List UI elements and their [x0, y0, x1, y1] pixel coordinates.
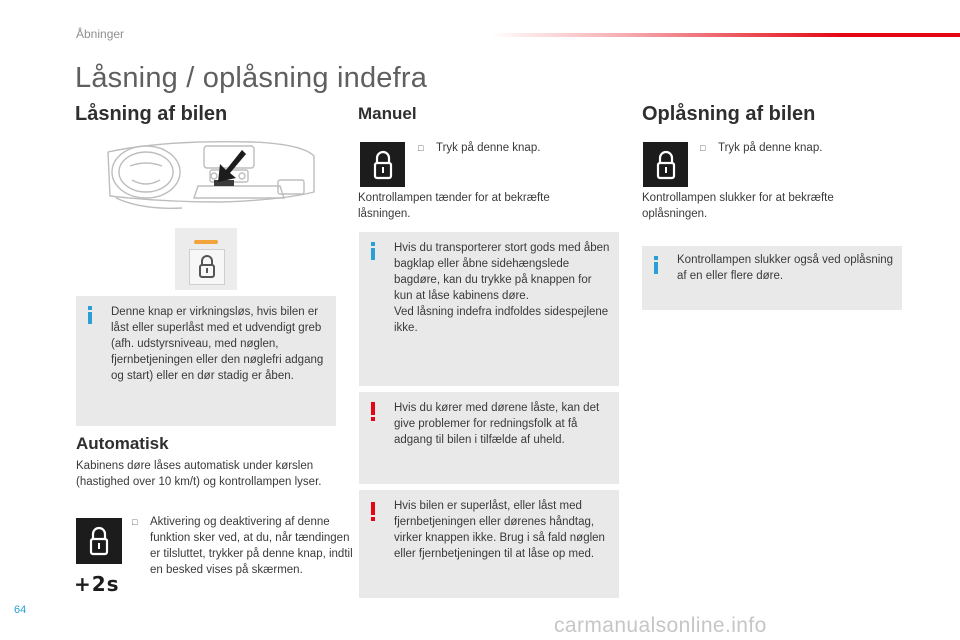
lock-button-image [76, 518, 122, 564]
warning-note-text: Hvis du kører med dørene låste, kan det give problemer for redningsfolk at få adgang til bilen i tilfælde af uheld. [394, 402, 600, 446]
automatic-text: Kabinens døre låses automatisk under kørslen (hastighed over 10 km/t) og kontrollampen lyser. [76, 460, 322, 488]
lock-button-image [360, 142, 405, 187]
lock-icon [89, 526, 109, 556]
info-note [642, 246, 902, 310]
page-number: 64 [14, 604, 27, 616]
lock-button-image [643, 142, 688, 187]
warning-note [359, 392, 619, 484]
dashboard-illustration [102, 136, 320, 216]
manual-text: Kontrollampen tænder for at bekræfte låsningen. [358, 192, 550, 220]
lock-button[interactable] [189, 249, 225, 285]
unlocking-text: Kontrollampen slukker for at bekræfte oplåsningen. [642, 192, 834, 220]
unlocking-bullet: □ Tryk på denne knap. [700, 140, 908, 156]
info-note [359, 232, 619, 386]
manual-bullet: □ Tryk på denne knap. [418, 140, 626, 156]
automatic-bullet: □ Aktivering og deaktivering af denne funktion sker ved, at du, når tændingen er tilsluttet, trykker på denne knap, indtil en besked vises på skærmen. [132, 514, 356, 578]
warning-note-text: Hvis bilen er superlåst, eller låst med fjernbetjeningen eller dørenes håndtag, virker knappen ikke. Brug i så fald nøglen eller fjernbetjeningen til at låse op med. [394, 500, 605, 560]
indicator-lamp [194, 240, 218, 244]
info-note [76, 296, 336, 426]
lock-icon [199, 255, 215, 279]
automatic-heading: Automatisk [76, 434, 169, 453]
page-title: Låsning / oplåsning indefra [75, 62, 428, 94]
section-label: Åbninger [76, 27, 125, 41]
lock-icon [656, 150, 676, 180]
lock-button-panel [175, 228, 237, 290]
header-accent-bar [490, 33, 960, 37]
info-note-text: Hvis du transporterer stort gods med åben bagklap eller åbne sidehængslede bagdøre, kan du trykke på knappen for kun at låse kabinens døre. Ved låsning indefra indfoldes sidespejlene ikke. [394, 242, 610, 334]
manual-heading: Manuel [358, 104, 417, 123]
info-note-text: Kontrollampen slukker også ved oplåsning af en eller flere døre. [677, 254, 894, 282]
hold-duration-label: +2s [74, 572, 120, 596]
info-note-text: Denne knap er virkningsløs, hvis bilen er låst eller superlåst med et udvendigt greb (afh. udstyrsniveau, med nøglen, fjernbetjeningen eller den nøglefri adgang og start) eller en dør stadig er åben. [111, 306, 324, 382]
lock-icon [373, 150, 393, 180]
locking-heading: Låsning af bilen [75, 103, 228, 125]
warning-note [359, 490, 619, 598]
unlocking-heading: Oplåsning af bilen [642, 103, 816, 125]
watermark: carmanualsonline.info [554, 614, 767, 637]
